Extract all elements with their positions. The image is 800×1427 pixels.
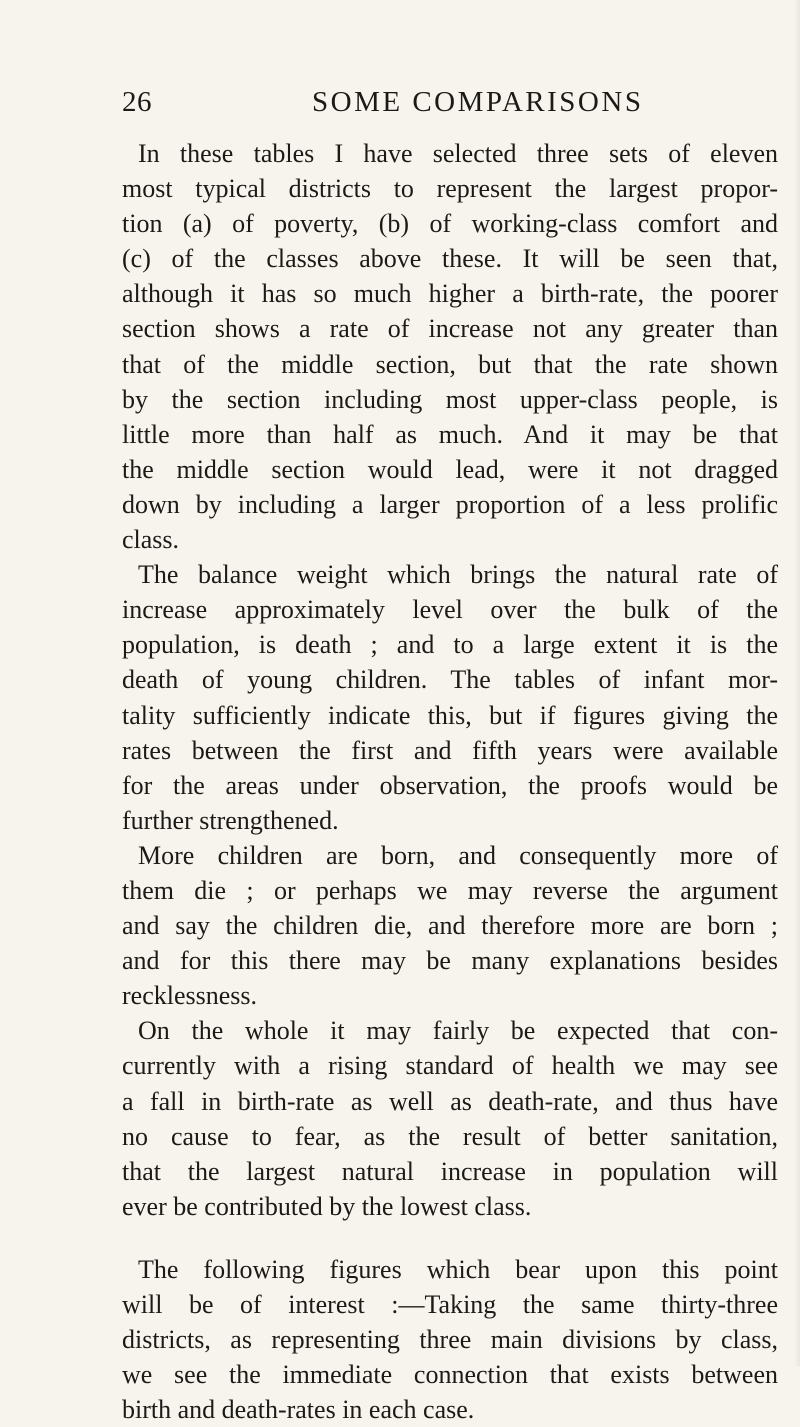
text-line: section shows a rate of increase not any greater than	[122, 314, 778, 344]
text-line: that of the middle section, but that the rate shown	[122, 349, 778, 379]
text-line: and say the children die, and therefore more are born ;	[122, 911, 778, 941]
text-line: that the largest natural increase in population will	[122, 1156, 778, 1186]
text-line: little more than half as much. And it may be that	[122, 419, 778, 449]
text-line: them die ; or perhaps we may reverse the argument	[122, 875, 778, 905]
text-line: no cause to fear, as the result of better sanitation,	[122, 1121, 778, 1151]
text-line: further strengthened.	[122, 805, 339, 835]
text-line: population, is death ; and to a large extent it is the	[122, 630, 778, 660]
text-line: tion (a) of poverty, (b) of working-class comfort and	[122, 209, 778, 239]
text-line: we see the immediate connection that exists between	[122, 1360, 778, 1390]
text-line: recklessness.	[122, 981, 258, 1011]
text-line: will be of interest :—Taking the same thirty-three	[122, 1290, 778, 1319]
running-title: SOME COMPARISONS	[312, 86, 644, 118]
text-line: by the section including most upper-class people, is	[122, 384, 778, 414]
text-line: rates between the first and fifth years were available	[122, 735, 778, 765]
text-line: and for this there may be many explanations besides	[122, 946, 778, 976]
text-line: currently with a rising standard of health we may see	[122, 1051, 778, 1081]
text-line: down by including a larger proportion of a less prolific	[122, 489, 778, 519]
text-line: tality sufficiently indicate this, but if figures giving the	[122, 700, 778, 730]
text-line: ever be contributed by the lowest class.	[122, 1191, 532, 1221]
text-line: although it has so much higher a birth-rate, the poorer	[122, 279, 778, 309]
text-line: class.	[122, 525, 180, 555]
text-line: More children are born, and consequently more of	[138, 840, 778, 870]
text-line: most typical districts to represent the largest propor-	[122, 174, 778, 204]
text-line: death of young children. The tables of infant mor-	[122, 665, 778, 695]
page-number: 26	[122, 86, 152, 118]
text-line: In these tables I have selected three sets of eleven	[138, 139, 778, 168]
text-line: The following figures which bear upon this point	[138, 1254, 778, 1284]
page-header	[0, 86, 800, 126]
body-text	[122, 136, 778, 1427]
paragraph-gap	[122, 1224, 778, 1252]
text-line: increase approximately level over the bulk of the	[122, 595, 778, 625]
text-line: for the areas under observation, the proofs would be	[122, 770, 778, 800]
page-edge-shadow	[794, 0, 800, 1366]
text-line: districts, as representing three main divisions by class,	[122, 1325, 778, 1355]
text-line: The balance weight which brings the natural rate of	[138, 560, 778, 590]
text-line: the middle section would lead, were it not dragged	[122, 454, 778, 484]
text-line: On the whole it may fairly be expected that con-	[138, 1016, 778, 1046]
text-line: (c) of the classes above these. It will be seen that,	[122, 244, 778, 274]
text-line: a fall in birth-rate as well as death-rate, and thus have	[122, 1086, 778, 1116]
text-line: birth and death-rates in each case.	[122, 1395, 475, 1425]
